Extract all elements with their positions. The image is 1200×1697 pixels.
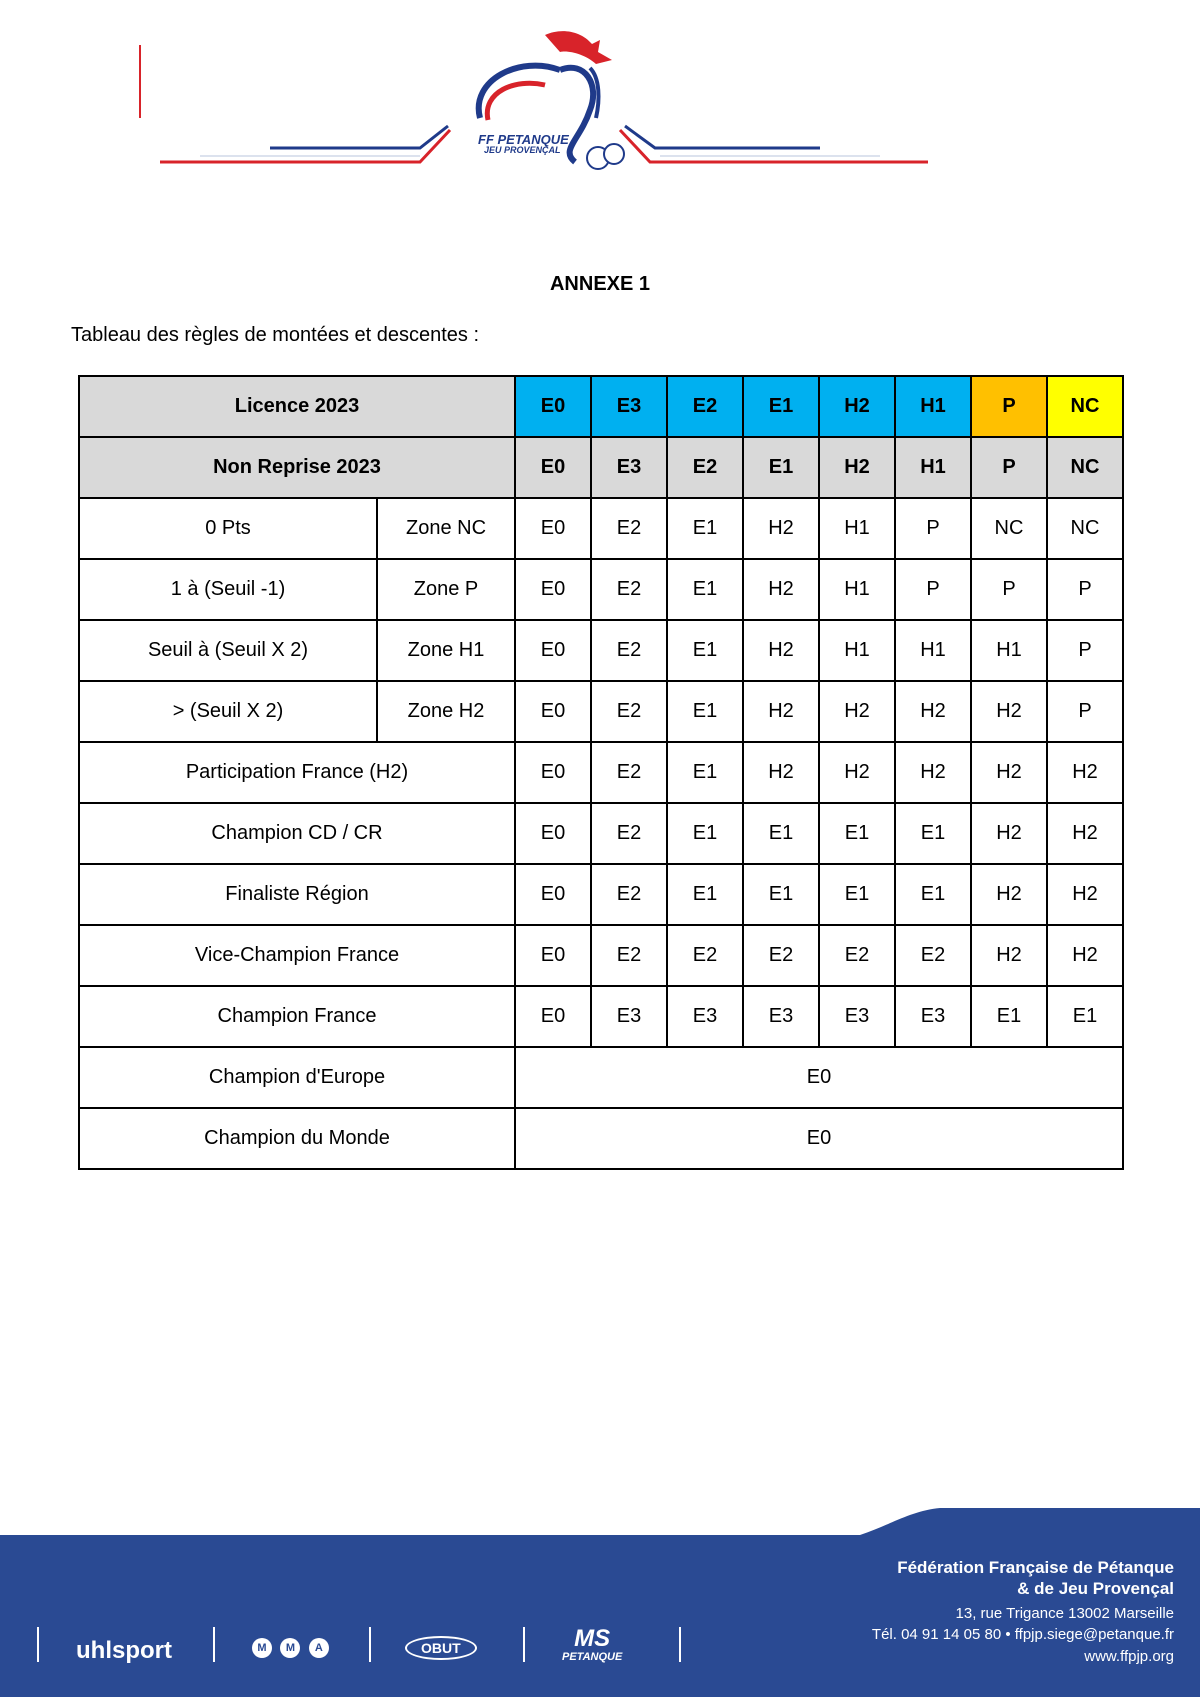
table-header-row	[79, 376, 1123, 437]
table-cell: E0	[515, 925, 591, 986]
logo-title: FF PETANQUE	[478, 132, 569, 147]
row-label: Licence 2023	[79, 376, 515, 437]
row-label: Vice-Champion France	[79, 925, 515, 986]
table-cell: H2	[971, 742, 1047, 803]
table-row	[79, 1108, 1123, 1169]
table-cell: E0	[515, 498, 591, 559]
table-cell: E1	[667, 620, 743, 681]
table-cell: E1	[895, 803, 971, 864]
table-cell: H2	[819, 376, 895, 437]
sponsor-obut-logo: OBUT	[405, 1636, 477, 1660]
logo-subtitle: JEU PROVENÇAL	[484, 145, 561, 155]
table-cell: E1	[971, 986, 1047, 1047]
merged-cell: E0	[515, 1108, 1123, 1169]
table-cell: H1	[819, 559, 895, 620]
table-cell: E2	[591, 864, 667, 925]
table-cell: H2	[895, 681, 971, 742]
table-cell: E2	[895, 925, 971, 986]
table-cell: E0	[515, 986, 591, 1047]
ms-logo-subtitle: PETANQUE	[562, 1651, 623, 1663]
table-cell: H2	[743, 498, 819, 559]
table-cell: H1	[971, 620, 1047, 681]
table-row	[79, 681, 1123, 742]
mma-letter: A	[309, 1638, 329, 1658]
table-cell: NC	[971, 498, 1047, 559]
table-cell: P	[971, 376, 1047, 437]
table-cell: E2	[591, 498, 667, 559]
table-cell: E1	[667, 559, 743, 620]
table-cell: E1	[743, 376, 819, 437]
table-cell: P	[1047, 681, 1123, 742]
table-cell: E2	[667, 925, 743, 986]
sponsor-mma-logo	[252, 1638, 333, 1658]
table-cell: E2	[667, 437, 743, 498]
table-cell: H2	[743, 742, 819, 803]
federation-contact: Tél. 04 91 14 05 80 • ffpjp.siege@petanque.fr	[871, 1626, 1174, 1643]
table-cell: H2	[819, 681, 895, 742]
table-cell: E2	[591, 925, 667, 986]
row-label: Champion du Monde	[79, 1108, 515, 1169]
table-cell: E1	[743, 864, 819, 925]
table-cell: H2	[743, 620, 819, 681]
table-row	[79, 1047, 1123, 1108]
table-cell: H2	[971, 925, 1047, 986]
table-cell: H2	[743, 681, 819, 742]
table-cell: E1	[667, 681, 743, 742]
table-row	[79, 986, 1123, 1047]
table-cell: E1	[819, 864, 895, 925]
zone-label: Zone H1	[377, 620, 515, 681]
points-label: Seuil à (Seuil X 2)	[79, 620, 377, 681]
table-row	[79, 803, 1123, 864]
table-cell: P	[971, 437, 1047, 498]
table-cell: E1	[743, 803, 819, 864]
page-footer	[0, 1505, 1200, 1697]
table-cell: E2	[591, 803, 667, 864]
table-cell: E2	[591, 620, 667, 681]
page-header	[0, 0, 1200, 190]
row-label: Champion d'Europe	[79, 1047, 515, 1108]
table-cell: H2	[895, 742, 971, 803]
zone-label: Zone P	[377, 559, 515, 620]
table-cell: E3	[591, 376, 667, 437]
federation-name: Fédération Française de Pétanque	[897, 1558, 1174, 1577]
table-cell: NC	[1047, 498, 1123, 559]
federation-name-line2: & de Jeu Provençal	[1017, 1579, 1174, 1598]
table-cell: E3	[895, 986, 971, 1047]
table-cell: E3	[743, 986, 819, 1047]
table-cell: E1	[819, 803, 895, 864]
table-cell: H2	[1047, 864, 1123, 925]
zone-label: Zone NC	[377, 498, 515, 559]
promotion-rules-table	[78, 375, 1124, 1170]
zone-label: Zone H2	[377, 681, 515, 742]
document-title: ANNEXE 1	[549, 273, 651, 295]
table-cell: H2	[971, 864, 1047, 925]
table-cell: E1	[667, 498, 743, 559]
row-label: Non Reprise 2023	[79, 437, 515, 498]
table-row	[79, 742, 1123, 803]
table-cell: E3	[819, 986, 895, 1047]
table-cell: H2	[1047, 742, 1123, 803]
federation-address: 13, rue Trigance 13002 Marseille	[955, 1605, 1174, 1622]
table-cell: E1	[743, 437, 819, 498]
row-label: Champion France	[79, 986, 515, 1047]
federation-website: www.ffpjp.org	[1084, 1648, 1174, 1665]
table-cell: E2	[591, 559, 667, 620]
table-cell: E0	[515, 437, 591, 498]
table-cell: E1	[667, 803, 743, 864]
table-cell: E0	[515, 864, 591, 925]
table-cell: E3	[667, 986, 743, 1047]
table-cell: E2	[819, 925, 895, 986]
table-cell: E2	[591, 681, 667, 742]
footer-band	[0, 1505, 1200, 1697]
ffpjp-logo-graphic	[0, 0, 1200, 190]
sponsor-uhlsport-logo: uhlsport	[76, 1637, 172, 1664]
table-cell: H1	[895, 376, 971, 437]
points-label: > (Seuil X 2)	[79, 681, 377, 742]
row-label: Participation France (H2)	[79, 742, 515, 803]
table-cell: E1	[1047, 986, 1123, 1047]
table-cell: E2	[667, 376, 743, 437]
table-cell: E0	[515, 803, 591, 864]
table-cell: E1	[895, 864, 971, 925]
table-cell: H2	[819, 437, 895, 498]
table-cell: E0	[515, 620, 591, 681]
table-cell: E1	[667, 742, 743, 803]
points-label: 1 à (Seuil -1)	[79, 559, 377, 620]
table-cell: P	[1047, 559, 1123, 620]
table-cell: E2	[743, 925, 819, 986]
mma-letter: M	[252, 1638, 272, 1658]
table-row	[79, 498, 1123, 559]
row-label: Finaliste Région	[79, 864, 515, 925]
table-cell: H1	[895, 437, 971, 498]
table-cell: H2	[971, 681, 1047, 742]
table-cell: E0	[515, 559, 591, 620]
table-cell: E0	[515, 681, 591, 742]
table-cell: H2	[743, 559, 819, 620]
table-cell: E3	[591, 986, 667, 1047]
table-cell: E3	[591, 437, 667, 498]
table-row	[79, 620, 1123, 681]
document-subtitle: Tableau des règles de montées et descentes :	[71, 324, 480, 346]
table-cell: H2	[971, 803, 1047, 864]
table-header-row	[79, 437, 1123, 498]
table-cell: H2	[1047, 925, 1123, 986]
table-cell: P	[1047, 620, 1123, 681]
mma-letter: M	[280, 1638, 300, 1658]
table-cell: P	[895, 498, 971, 559]
table-row	[79, 864, 1123, 925]
table-cell: H2	[1047, 803, 1123, 864]
table-cell: P	[895, 559, 971, 620]
points-label: 0 Pts	[79, 498, 377, 559]
table-row	[79, 559, 1123, 620]
table-cell: E0	[515, 742, 591, 803]
table-cell: E2	[591, 742, 667, 803]
row-label: Champion CD / CR	[79, 803, 515, 864]
table-cell: E0	[515, 376, 591, 437]
sponsor-ms-petanque-logo	[562, 1627, 622, 1663]
table-row	[79, 925, 1123, 986]
table-cell: H2	[819, 742, 895, 803]
merged-cell: E0	[515, 1047, 1123, 1108]
table-cell: H1	[819, 620, 895, 681]
table-cell: E1	[667, 864, 743, 925]
ms-logo-letters: MS	[574, 1625, 611, 1652]
table-cell: H1	[819, 498, 895, 559]
table-cell: NC	[1047, 437, 1123, 498]
table-cell: P	[971, 559, 1047, 620]
table-cell: H1	[895, 620, 971, 681]
table-cell: NC	[1047, 376, 1123, 437]
